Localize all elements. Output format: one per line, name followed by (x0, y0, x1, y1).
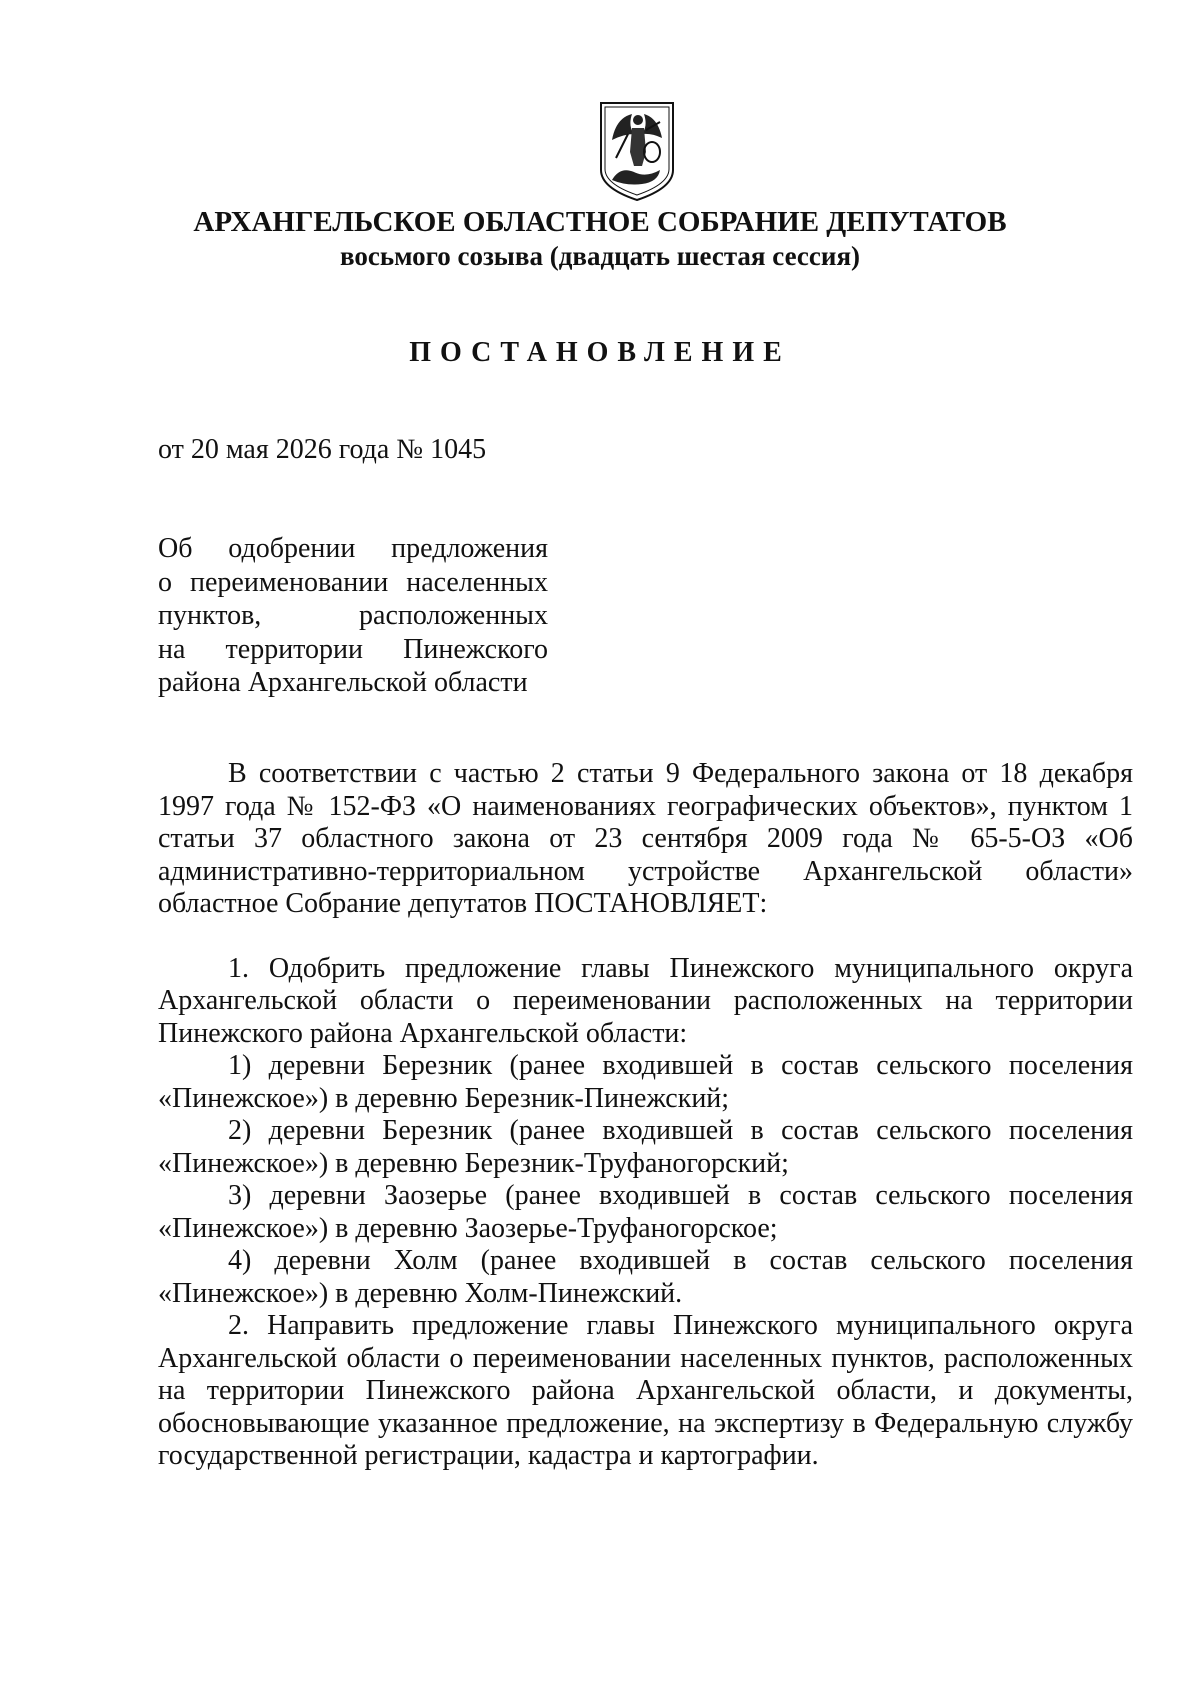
subject-line: Об одобрении предложения (158, 533, 548, 564)
subitem-4-paragraph: 4) деревни Холм (ранее входившей в состав сельского поселения «Пинежское») в деревню Холм-Пинежский. (158, 1245, 1133, 1309)
document-body (158, 758, 1133, 1473)
subject-line: на территории Пинежского (158, 633, 548, 665)
document-subject (158, 532, 548, 700)
subitem-3-paragraph: 3) деревни Заозерье (ранее входившей в состав сельского поселения «Пинежское») в деревню Заозерье-Труфаногорское; (158, 1180, 1133, 1244)
document-date-number: от 20 мая 2026 года № 1045 (158, 434, 487, 465)
subject-line: пунктов, расположенных (158, 600, 548, 631)
subject-line: о переименовании населенных (158, 566, 548, 598)
document-type: ПОСТАНОВЛЕНИЕ (409, 337, 791, 368)
item-1-paragraph: 1. Одобрить предложение главы Пинежского муниципального округа Архангельской области о переименовании расположенных на территории Пинежского района Архангельской области: (158, 952, 1133, 1049)
preamble-paragraph: В соответствии с частью 2 статьи 9 Федерального закона от 18 декабря 1997 года № 152-ФЗ «О наименованиях географических объектов», пунктом 1 статьи 37 областного закона от 23 сентября 2009 года № 65-5-ОЗ «Об административно-территориальном устройстве Архангельской области» областное Собрание депутатов ПОСТАНОВЛЯЕТ: (158, 758, 1133, 919)
subitem-2-paragraph: 2) деревни Березник (ранее входившей в состав сельского поселения «Пинежское») в деревню Березник-Труфаногорский; (158, 1115, 1133, 1179)
subject-line: района Архангельской области (158, 667, 528, 698)
coat-of-arms-icon (598, 100, 676, 202)
subitem-1-paragraph: 1) деревни Березник (ранее входившей в состав сельского поселения «Пинежское») в деревню Березник-Пинежский; (158, 1050, 1133, 1114)
org-title: АРХАНГЕЛЬСКОЕ ОБЛАСТНОЕ СОБРАНИЕ ДЕПУТАТОВ (193, 206, 1007, 238)
org-subtitle: восьмого созыва (двадцать шестая сессия) (339, 241, 861, 271)
item-2-paragraph: 2. Направить предложение главы Пинежского муниципального округа Архангельской области о переименовании населенных пунктов, расположенных на территории Пинежского района Архангельской области, и документы, обосновывающие указанное предложение, на экспертизу в Федеральную службу государственной регистрации, кадастра и картографии. (158, 1310, 1133, 1471)
